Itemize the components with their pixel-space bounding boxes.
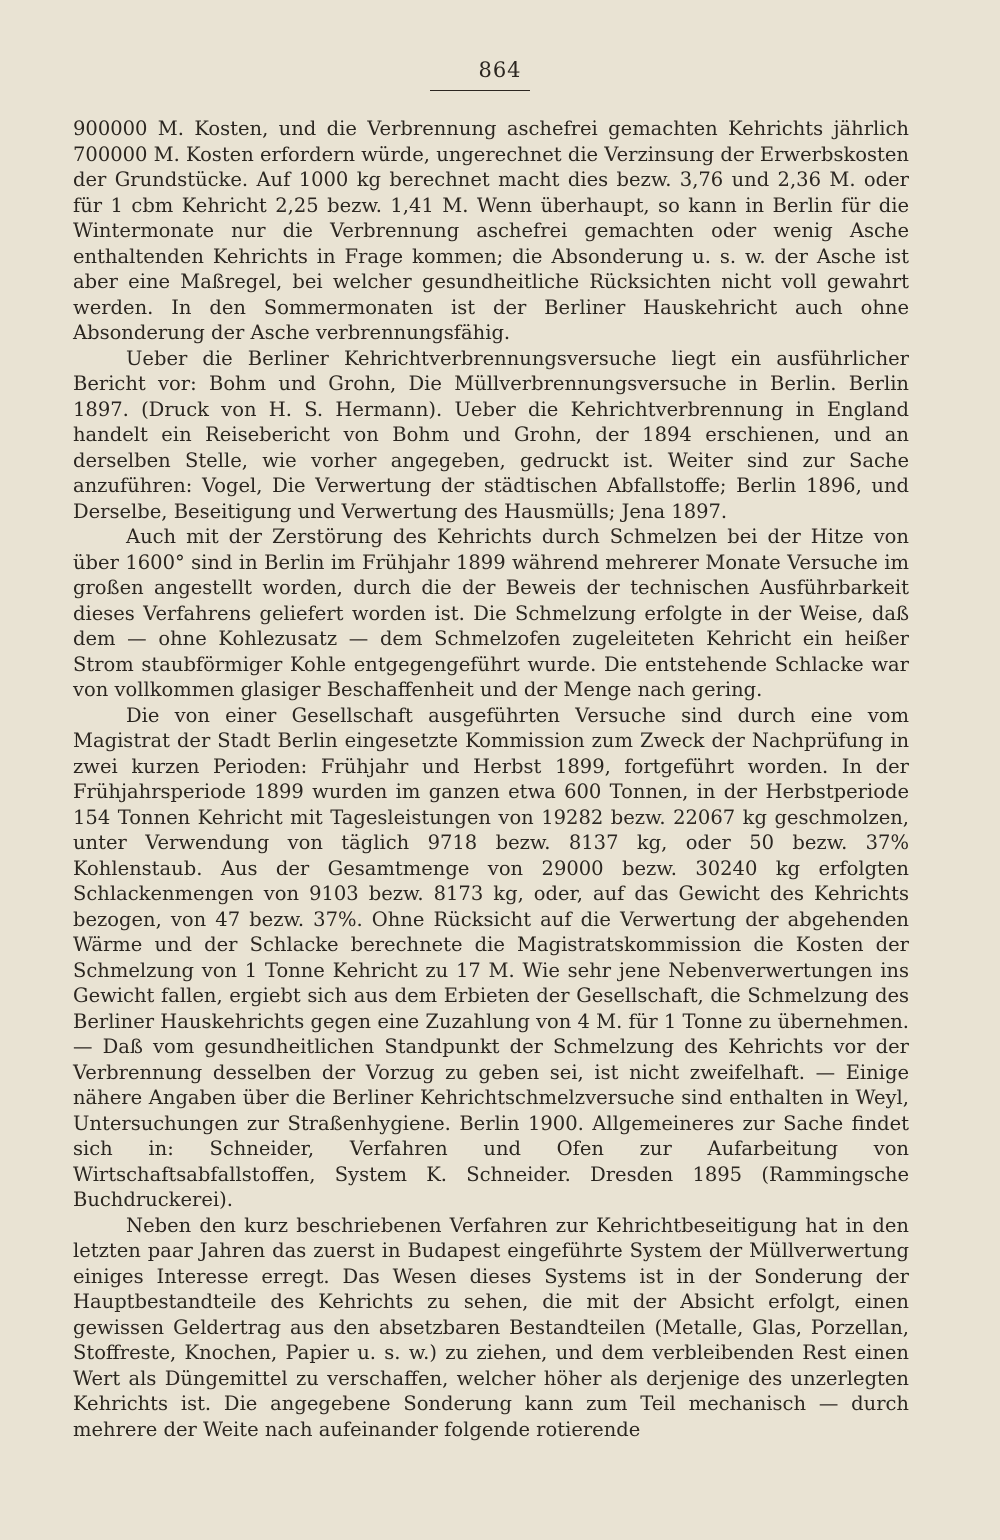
page-number-rule [430, 90, 530, 91]
page-number: 864 [478, 58, 522, 82]
paragraph-5: Neben den kurz beschriebenen Verfahren zur Kehrichtbeseitigung hat in den letzten paar Jahren das zuerst in Budapest eingeführte System der Müllverwertung einiges Interesse erregt. Das Wesen dieses Systems ist in der Sonderung der Hauptbestandteile des Kehrichts zu sehen, die mit der Absicht erfolgt, einen gewissen Geldertrag aus den absetzbaren Bestandteilen (Metalle, Glas, Porzellan, Stoffreste, Knochen, Papier u. s. w.) zu ziehen, und dem verbleibenden Rest einen Wert als Düngemittel zu verschaffen, welcher höher als derjenige des unzerlegten Kehrichts ist. Die angegebene Sonderung kann zum Teil mechanisch — durch mehrere der Weite nach aufeinander folgende rotierende [73, 1213, 909, 1441]
paragraph-4: Die von einer Gesellschaft ausgeführten Versuche sind durch eine vom Magistrat der Stadt Berlin eingesetzte Kommission zum Zweck der Nachprüfung in zwei kurzen Perioden: Frühjahr und Herbst 1899, fortgeführt worden. In der Frühjahrsperiode 1899 wurden im ganzen etwa 600 Tonnen, in der Herbstperiode 154 Tonnen Kehricht mit Tagesleistungen von 19282 bezw. 22067 kg geschmolzen, unter Verwendung von täglich 9718 bezw. 8137 kg, oder 50 bezw. 37% Kohlenstaub. Aus der Gesamtmenge von 29000 bezw. 30240 kg erfolgten Schlackenmengen von 9103 bezw. 8173 kg, oder, auf das Gewicht des Kehrichts bezogen, von 47 bezw. 37%. Ohne Rücksicht auf die Verwertung der abgehenden Wärme und der Schlacke berechnete die Magistratskommission die Kosten der Schmelzung von 1 Tonne Kehricht zu 17 M. Wie sehr jene Nebenverwertungen ins Gewicht fallen, ergiebt sich aus dem Erbieten der Gesellschaft, die Schmelzung des Berliner Hauskehrichts gegen eine Zuzahlung von 4 M. für 1 Tonne zu übernehmen. — Daß vom gesundheitlichen Standpunkt der Schmelzung des Kehrichts vor der Verbrennung desselben der Vorzug zu geben sei, ist nicht zweifelhaft. — Einige nähere Angaben über die Berliner Kehrichtschmelzversuche sind enthalten in Weyl, Untersuchungen zur Straßenhygiene. Berlin 1900. Allgemeineres zur Sache findet sich in: Schneider, Verfahren und Ofen zur Aufarbeitung von Wirtschaftsabfallstoffen, System K. Schneider. Dresden 1895 (Rammingsche Buchdruckerei). [73, 703, 909, 1211]
paragraph-3: Auch mit der Zerstörung des Kehrichts durch Schmelzen bei der Hitze von über 1600° sind in Berlin im Frühjahr 1899 während mehrerer Monate Versuche im großen angestellt worden, durch die der Beweis der technischen Ausführbarkeit dieses Verfahrens geliefert worden ist. Die Schmelzung erfolgte in der Weise, daß dem — ohne Kohlezusatz — dem Schmelzofen zugeleiteten Kehricht ein heißer Strom staubförmiger Kohle entgegengeführt wurde. Die entstehende Schlacke war von vollkommen glasiger Beschaffenheit und der Menge nach gering. [73, 525, 909, 701]
paragraph-1: 900000 M. Kosten, und die Verbrennung aschefrei gemachten Kehrichts jährlich 700000 M. Kosten erfordern würde, ungerechnet die Verzinsung der Erwerbskosten der Grundstücke. Auf 1000 kg berechnet macht dies bezw. 3,76 und 2,36 M. oder für 1 cbm Kehricht 2,25 bezw. 1,41 M. Wenn überhaupt, so kann in Berlin für die Wintermonate nur die Verbrennung aschefrei gemachten oder wenig Asche enthaltenden Kehrichts in Frage kommen; die Absonderung u. s. w. der Asche ist aber eine Maßregel, bei welcher gesundheitliche Rücksichten nicht voll gewahrt werden. In den Sommermonaten ist der Berliner Hauskehricht auch ohne Absonderung der Asche verbrennungsfähig. [73, 117, 909, 344]
body-text [73, 116, 909, 1442]
paragraph-2: Ueber die Berliner Kehrichtverbrennungsversuche liegt ein ausführlicher Bericht vor: Bohm und Grohn, Die Müllverbrennungsversuche in Berlin. Berlin 1897. (Druck von H. S. Hermann). Ueber die Kehrichtverbrennung in England handelt ein Reisebericht von Bohm und Grohn, der 1894 erschienen, und an derselben Stelle, wie vorher angegeben, gedruckt ist. Weiter sind zur Sache anzuführen: Vogel, Die Verwertung der städtischen Abfallstoffe; Berlin 1896, und Derselbe, Beseitigung und Verwertung des Hausmülls; Jena 1897. [73, 346, 909, 523]
